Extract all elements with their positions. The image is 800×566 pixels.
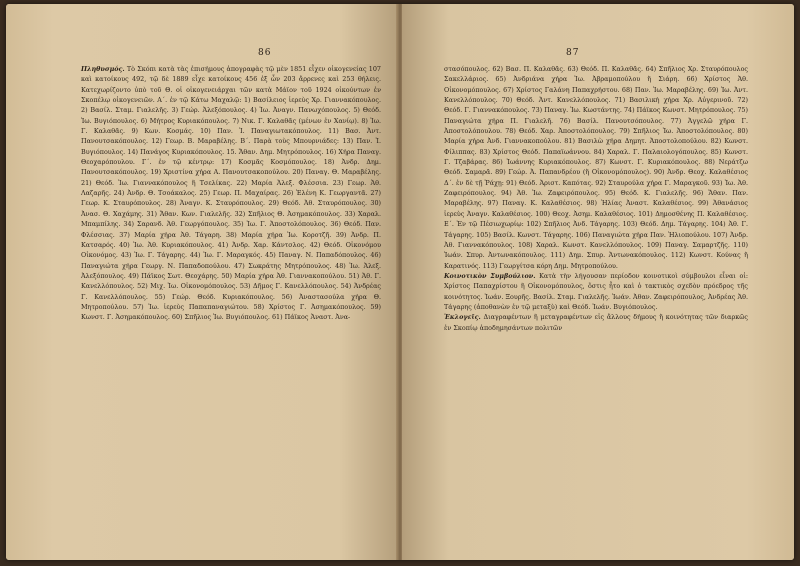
section-heading-population: Πληθυσμός.	[81, 65, 125, 73]
page-number-right: 87	[566, 48, 580, 58]
right-page	[402, 4, 794, 560]
section-heading-voters: Ἐκλογεῖς.	[444, 313, 481, 322]
right-page-text	[444, 64, 748, 333]
page-number-left: 86	[258, 48, 272, 58]
right-page-body-mid: Κατὰ τὴν λήγουσαν περίοδον κοινοτικοὶ σύμβουλοι εἶναι οἱ: Χρίστος Παπαχρίστου ἢ Οἰκονομόπουλος, ὅστις ἦτο καὶ ὁ τακτικὸς σχεδὸν πρόεδρος τῆς κοινότητος. Ἰωάν. Ξουρῆς. Βασίλ. Σταμ. Γιαλελῆς. Ἰωάν. Ἀθαν. Ζαφειρόπουλος, Ἀνδρέας Ἀθ. Τάγαρης (ἀποθανὼν ἐν τῷ μεταξὺ) καὶ Θεόδ. Ἰωάν. Βυγιόπουλος.	[444, 271, 748, 311]
left-page-text	[81, 64, 381, 323]
right-page-body-start: στασόπουλος. 62) Βασ. Π. Καλαθᾶς. 63) Θεόδ. Π. Καλαθᾶς. 64) Σπῆλιος Χρ. Σταυρόπουλος Σακελλάριος. 65) Ἀνδριάνα χήρα Ἰω. Ἀβραμοπούλου ἢ Σιάρη. 66) Χρίστος Ἀθ. Οἰκονομόπουλος. 67) Χρίστος Γαλάνη Παπαχρήστου. 68) Παν. Ἰω. Μαραβέλης. 69) Ἰω. Ἀντ. Κανελλόπουλος. 70) Θεόδ. Ἀντ. Κανελλόπουλος. 71) Βασιλικὴ χήρα Χρ. Αὐγερινοῦ. 72) Θεόδ. Γ. Γιαννακόπουλος. 73) Παναγ. Ἰω. Κωστάντης. 74) Πάϊκος Κωνστ. Μητρόπουλος. 75) Παναγιώτα χήρα Π. Γιαλελῆ. 76) Βασίλ. Πανουτσόπουλος. 77) Ἀγγελῶ χήρα Γ. Ἀποστολόπουλου. 78) Θεόδ. Χαρ. Ἀποστολόπουλος. 79) Σπῆλιος Ἰω. Ἀποστολόπουλος. 80) Μαρία χήρα Ἀνδ. Γιαννακοπούλου. 81) Βασιλὼ χήρα Δημητ. Ἀποστολοπούλου. 82) Κωνστ. Φίλιππας. 83) Χρίστος Θεόδ. Παπαϊωάννου. 84) Χαραλ. Γ. Παλαιολογόπουλος. 85) Κωνστ. Γ. Τζαβάρας. 86) Ἰωάννης Κυριακόπουλος. 87) Κωνστ. Γ. Κυριακόπουλος. 88) Νεράτζω Θεόδ. Σαμαρᾶ. 89) Γεώρ. Ἀ. Παπανδρέου (ἢ Οἰκονομόπουλος). 90) Ἀνδρ. Θεοχ. Καλαθέσιος Δ΄. ἐν δὲ τῇ Ῥάχῃ: 91) Θεόδ. Ἀριστ. Καπότας. 92) Σταυρούλα χήρα Γ. Μαραγκοῦ. 93) Ἰω. Ἀθ. Ζαφειρόπουλος. 94) Ἀθ. Ἰω. Ζαφειρόπουλος. 95) Θεόδ. Κ. Γιαλελῆς. 96) Ἄθαν. Παν. Μαραβέλης. 97) Παναγ. Κ. Καλαθέσιος. 98) Ἠλίας Ἀναστ. Καλαθέσιος. 99) Ἀθανάσιος ἱερεὺς Ἀναγν. Καλαθέσιος. 100) Θεοχ. Ἀσημ. Καλαθέσιος. 101) Δημοσθένης Π. Καλαθέσιος. Ε΄. Ἐν τῷ Πέσιωχωρίῳ: 102) Σπῆλιος Ἀνδ. Τάγαρης. 103) Θεόδ. Δημ. Τάγαρης. 104) Ἀθ. Γ. Τάγαρης. 105) Βασίλ. Κωνστ. Τάγαρης. 106) Παναγιώτα χήρα Παν. Ἠλιοπούλου. 107) Ἀνδρ. Ἀθ. Γιαννακόπουλος. 108) Χαραλ. Κωνστ. Κανελλόπουλος. 109) Παναγ. Σαμαρτζῆς. 110) Ἰωάν. Σπυρ. Ἀντωνακόπουλος. 111) Δημ. Σπυρ. Ἀντωνακόπουλος. 112) Κωνστ. Κούνας ἢ Καρατινός. 113) Γεωργίτσα κόρη Δημ. Μητροπούλου.	[444, 65, 748, 270]
right-page-body-end: Διαγραφέντων ἢ μεταγραφέντων εἰς ἄλλους δήμους ἢ κοινότητας τῶν διαρκῶς ἐν Σκοπίῳ ἀποδημησάντων πολιτῶν	[444, 313, 748, 332]
left-page	[6, 4, 398, 560]
book-spread	[6, 4, 794, 560]
left-page-body: Τὸ Σκόπι κατὰ τὰς ἐπισήμους ἀπογραφὰς τῷ μὲν 1851 εἶχεν οἰκογενείας 107 καὶ κατοίκους 492, τῷ δὲ 1889 εἶχε κατοίκους 456 ἐξ ὧν 203 ἄρρενες καὶ 253 θήλεις. Κατεχωρίζοντο ὑπὸ τοῦ Θ. οἱ οἰκογενειάρχαι τῶν κατὰ Μάϊον τοῦ 1924 οἰκούντων ἐν Σκοπέλῳ οἰκογενειῶν. Α΄. ἐν τῷ Κάτω Μαχαλῷ: 1) Βασίλειος ἱερεὺς Χρ. Γιαννακόπουλος. 2) Βασίλ. Σταμ. Γιαλελῆς. 3) Γεώρ. Ἀλεξόπουλος. 4) Ἰω. Ἀναγν. Πανωχόπουλος. 5) Θεόδ. Ἰω. Βυγιόπουλος. 6) Μήτρος Κυριακόπουλος. 7) Νικ. Γ. Καλαθᾶς (μένων ἐν Χανίῳ). 8) Ἰω. Γ. Καλαθᾶς. 9) Κων. Κοσμάς. 10) Παν. Ἰ. Παναγιωτακόπουλος. 11) Βασ. Ἀντ. Πανουτσακόπουλος. 12) Γεωρ. Β. Μαραβέλης. Β΄. Παρὰ τοὺς Μπουρνιάδες: 13) Παν. Ἰ. Βυγιόπουλος. 14) Πανάγος Κυριακόπουλος. 15. Ἄθαν. Δημ. Μητρόπουλος. 16) Χήρα Παναγ. Θεοχαρόπουλου. Γ΄. ἐν τῷ κέντρῳ: 17) Κοσμᾶς Κοσμόπουλος. 18) Ἀνδρ. Δημ. Πανουτσακόπουλος. 19) Χριστίνα χήρα Α. Πανουτσακοπούλου. 20) Παναγ. Θ. Μαραβέλης. 21) Θεόδ. Ἰω. Γιαννακόπουλος ἢ Τσελίκας. 22) Μαρία Ἀλεξ. Φλέσσια. 23) Γεωρ. Ἀθ. Λαζαρῆς. 24) Ἀνδρ. Θ. Τσοάκαλος. 25) Γεωρ. Π. Μαχαίρας. 26) Ἑλένη Κ. Γεωργαντᾶ. 27) Γεωρ. Κ. Σταυρόπουλος. 28) Ἀναγν. Κ. Σταυρόπουλος. 29) Θεόδ. Ἀθ. Σταυρόπουλος. 30) Ἀνασ. Θ. Χαχάμης. 31) Ἄθαν. Κων. Γιαλελῆς. 32) Σπῆλιος Θ. Ἀσημακόπουλος. 33) Χαραλ. Μπαμπίλης. 34) Σαρανδ. Ἀθ. Γεωργόπουλος. 35) Ἰω. Γ. Ἀποστολόπουλος. 36) Θεόδ. Παν. Φλέσσιας. 37) Μαρία χήρα Ἀθ. Τάγαρη. 38) Μαρία χήρα Ἰω. Κοροτζῆ. 39) Ἀνδρ. Π. Κατσαρός. 40) Ἰω. Ἀθ. Κυριακόπουλος. 41) Ἀνδρ. Χαρ. Κάντσλος. 42) Θεόδ. Οἰκονόμου Οἰκονόμος. 43) Ἰω. Γ. Τάγαρης. 44) Ἰω. Γ. Μαραγκός. 45) Παναγ. Ν. Παπαδόπουλος. 46) Παναγιώτα χήρα Γεωργ. Ν. Παπαδοπούλου. 47) Σωκράτης Μητρόπουλος. 48) Ἰω. Ἀλεξ. Ἀλεξόπουλος. 49) Πάϊκος Σωτ. Θεοχάρης. 50) Μαρία χήρα Ἀθ. Γιαννακοπούλου. 51) Ἀθ. Γ. Κανελλόπουλος. 52) Μιχ. Ἰω. Οἰκονομόπουλος. 53) Δῆμος Γ. Κανελλόπουλος. 54) Ἀνδρέας Γ. Κανελλόπουλος. 55) Γεώρ. Θεόδ. Κυριακόπουλος. 56) Ἀναστασούλα χήρα Θ. Μητροπούλου. 57) Ἰω. ἱερεὺς Παπαπαναγιώτου. 58) Χρίστος Γ. Ἀσημακόπουλος. 59) Κωνστ. Γ. Ἀσημακόπουλος. 60) Σπῆλιος Ἰω. Βυγιόπουλος. 61) Πάϊκος Ἀναστ. Ἀνα-	[81, 65, 381, 322]
section-heading-council: Κοινοτικὸν Συμβούλιον.	[444, 271, 536, 280]
